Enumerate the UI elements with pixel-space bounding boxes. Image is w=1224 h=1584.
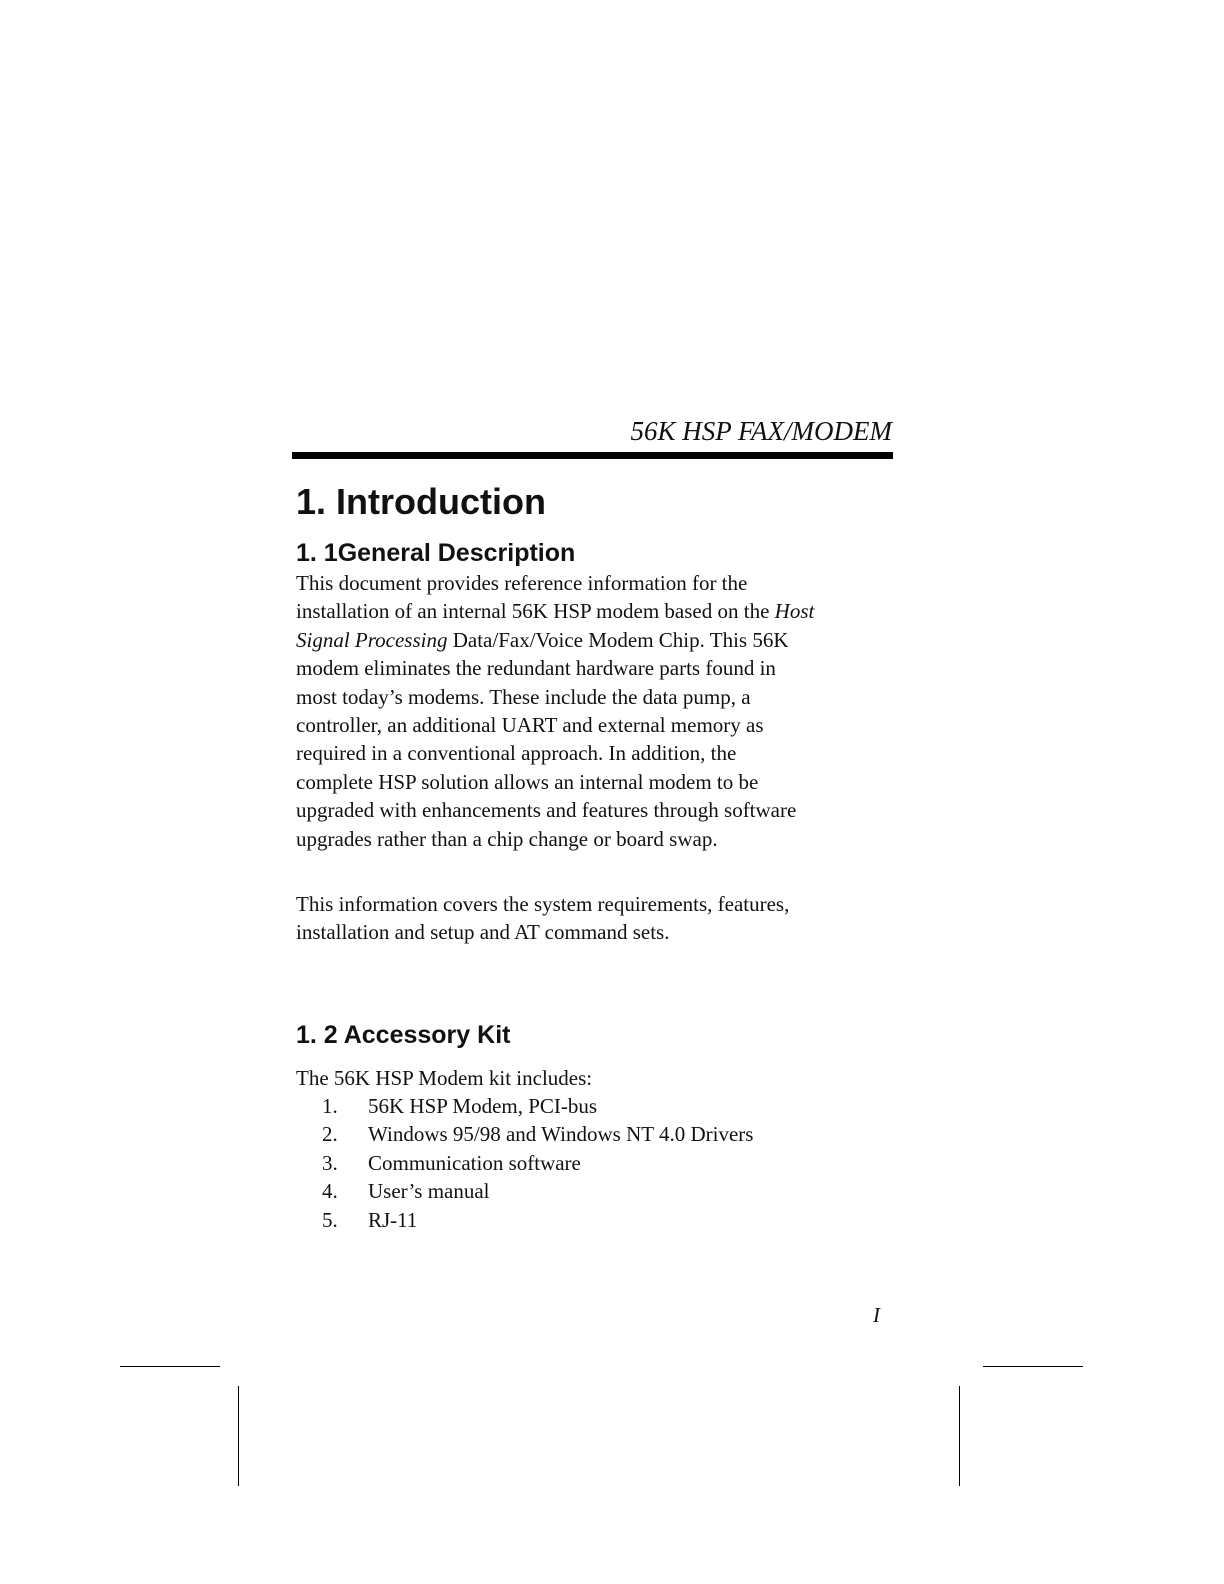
text-line: most today’s modems. These include the data pump, a [296,684,751,709]
list-item [322,1120,753,1148]
list-item-text: Windows 95/98 and Windows NT 4.0 Drivers [368,1122,754,1147]
list-item [322,1177,753,1205]
text-line: required in a conventional approach. In addition, the [296,741,737,766]
header-rule [292,452,893,459]
general-description-paragraph [296,569,896,853]
list-item [322,1149,753,1177]
chapter-title: 1. Introduction [296,481,546,522]
list-item-text: User’s manual [368,1179,490,1204]
text-line [296,597,896,625]
list-item-number: 4. [322,1179,338,1204]
list-item-number: 1. [322,1094,338,1118]
text-line: controller, an additional UART and external memory as [296,713,764,738]
text-line: This document provides reference information for the [296,571,748,595]
crop-mark-left-horizontal [120,1366,220,1367]
crop-mark-left-vertical [238,1386,239,1486]
italic-term: Signal Processing [296,627,448,652]
section-title-general-description: 1. 1General Description [296,539,576,567]
text-line: upgraded with enhancements and features through software [296,798,797,823]
text-line: installation and setup and AT command sets. [296,920,670,945]
coverage-paragraph [296,890,896,947]
list-item-text: Communication software [368,1150,581,1175]
list-item [322,1206,753,1234]
list-item-text: RJ-11 [368,1207,418,1232]
running-header: 56K HSP FAX/MODEM [630,416,892,446]
italic-term: Host [774,599,815,624]
list-item-number: 3. [322,1150,338,1175]
text-line: modem eliminates the redundant hardware parts found in [296,656,776,681]
text-segment: Data/Fax/Voice Modem Chip. This 56K [447,627,789,652]
list-item [322,1092,753,1120]
crop-mark-right-horizontal [983,1366,1083,1367]
list-item-text: 56K HSP Modem, PCI-bus [368,1094,598,1118]
kit-intro-text: The 56K HSP Modem kit includes: [296,1066,593,1090]
text-segment: installation of an internal 56K HSP modem based on the [296,599,775,624]
list-item-number: 2. [322,1122,338,1147]
text-line: This information covers the system requirements, features, [296,892,790,916]
page-number: I [873,1303,880,1327]
text-line [296,626,896,654]
crop-mark-right-vertical [959,1386,960,1486]
text-line: complete HSP solution allows an internal modem to be [296,769,759,794]
section-title-accessory-kit: 1. 2 Accessory Kit [296,1021,511,1049]
text-line: upgrades rather than a chip change or board swap. [296,826,718,851]
list-item-number: 5. [322,1207,338,1232]
kit-list [322,1092,753,1234]
